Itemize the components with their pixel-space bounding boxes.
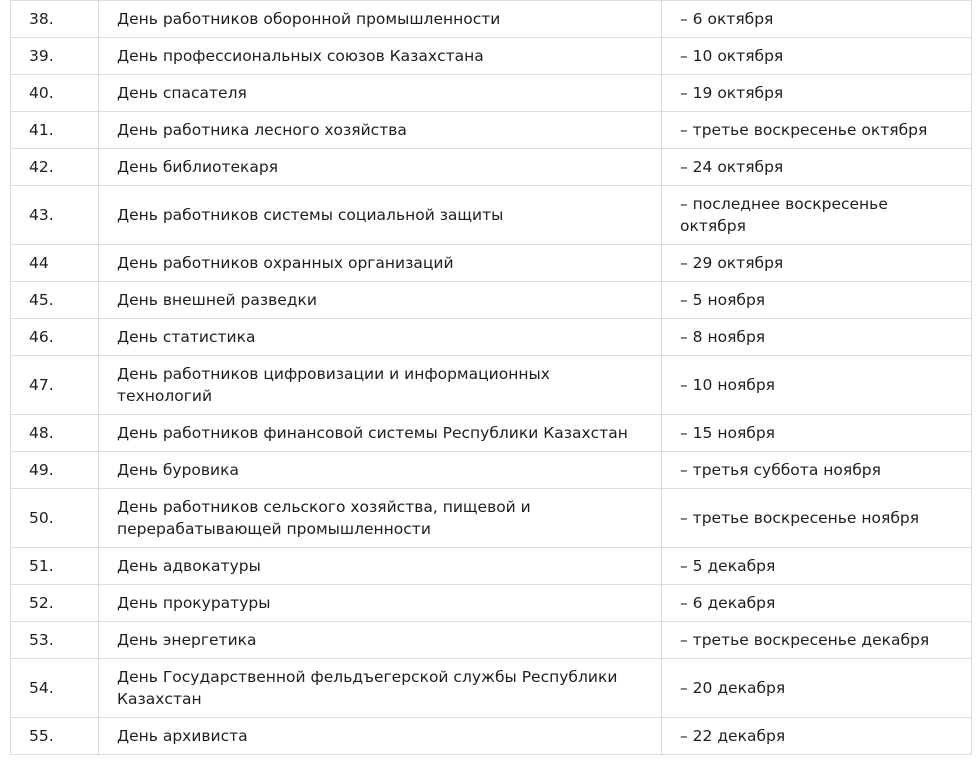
table-row <box>11 75 972 112</box>
holiday-name: День работников цифровизации и информационных технологий <box>99 356 662 415</box>
table-row <box>11 622 972 659</box>
table-row <box>11 1 972 38</box>
table-row <box>11 282 972 319</box>
holiday-name: День библиотекаря <box>99 149 662 186</box>
table-row <box>11 548 972 585</box>
holiday-name: День энергетика <box>99 622 662 659</box>
row-number: 41. <box>11 112 99 149</box>
row-number: 46. <box>11 319 99 356</box>
row-number: 52. <box>11 585 99 622</box>
holiday-date: – 20 декабря <box>662 659 972 718</box>
row-number: 38. <box>11 1 99 38</box>
holiday-name: День профессиональных союзов Казахстана <box>99 38 662 75</box>
row-number: 50. <box>11 489 99 548</box>
holiday-date: – 24 октября <box>662 149 972 186</box>
holiday-date: – 8 ноября <box>662 319 972 356</box>
table-row <box>11 319 972 356</box>
holiday-name: День адвокатуры <box>99 548 662 585</box>
holiday-date: – 10 ноября <box>662 356 972 415</box>
holiday-date: – 5 ноября <box>662 282 972 319</box>
holiday-date: – последнее воскресенье октября <box>662 186 972 245</box>
holiday-date: – 19 октября <box>662 75 972 112</box>
holiday-name: День Государственной фельдъегерской службы Республики Казахстан <box>99 659 662 718</box>
holiday-name: День статистика <box>99 319 662 356</box>
holiday-date: – третье воскресенье ноября <box>662 489 972 548</box>
table-row <box>11 186 972 245</box>
table-row <box>11 38 972 75</box>
holidays-table <box>10 0 972 755</box>
row-number: 47. <box>11 356 99 415</box>
row-number: 43. <box>11 186 99 245</box>
holiday-date: – третье воскресенье декабря <box>662 622 972 659</box>
holiday-name: День спасателя <box>99 75 662 112</box>
holiday-name: День работников системы социальной защиты <box>99 186 662 245</box>
table-row <box>11 415 972 452</box>
row-number: 42. <box>11 149 99 186</box>
holiday-date: – 15 ноября <box>662 415 972 452</box>
row-number: 45. <box>11 282 99 319</box>
holiday-name: День прокуратуры <box>99 585 662 622</box>
row-number: 53. <box>11 622 99 659</box>
holiday-date: – 29 октября <box>662 245 972 282</box>
row-number: 48. <box>11 415 99 452</box>
row-number: 40. <box>11 75 99 112</box>
table-row <box>11 718 972 755</box>
row-number: 44 <box>11 245 99 282</box>
table-row <box>11 452 972 489</box>
holiday-date: – 5 декабря <box>662 548 972 585</box>
holiday-date: – 10 октября <box>662 38 972 75</box>
row-number: 55. <box>11 718 99 755</box>
holiday-date: – 6 октября <box>662 1 972 38</box>
table-row <box>11 149 972 186</box>
holiday-name: День работников сельского хозяйства, пищевой и перерабатывающей промышленности <box>99 489 662 548</box>
holiday-date: – третье воскресенье октября <box>662 112 972 149</box>
holiday-date: – третья суббота ноября <box>662 452 972 489</box>
holiday-date: – 22 декабря <box>662 718 972 755</box>
holiday-name: День архивиста <box>99 718 662 755</box>
row-number: 51. <box>11 548 99 585</box>
table-row <box>11 659 972 718</box>
table-row <box>11 489 972 548</box>
holiday-name: День буровика <box>99 452 662 489</box>
table-row <box>11 112 972 149</box>
row-number: 49. <box>11 452 99 489</box>
table-row <box>11 245 972 282</box>
holiday-date: – 6 декабря <box>662 585 972 622</box>
row-number: 54. <box>11 659 99 718</box>
holiday-name: День внешней разведки <box>99 282 662 319</box>
table-row <box>11 356 972 415</box>
holiday-name: День работников финансовой системы Республики Казахстан <box>99 415 662 452</box>
holiday-name: День работников оборонной промышленности <box>99 1 662 38</box>
table-row <box>11 585 972 622</box>
holiday-name: День работника лесного хозяйства <box>99 112 662 149</box>
row-number: 39. <box>11 38 99 75</box>
holiday-name: День работников охранных организаций <box>99 245 662 282</box>
